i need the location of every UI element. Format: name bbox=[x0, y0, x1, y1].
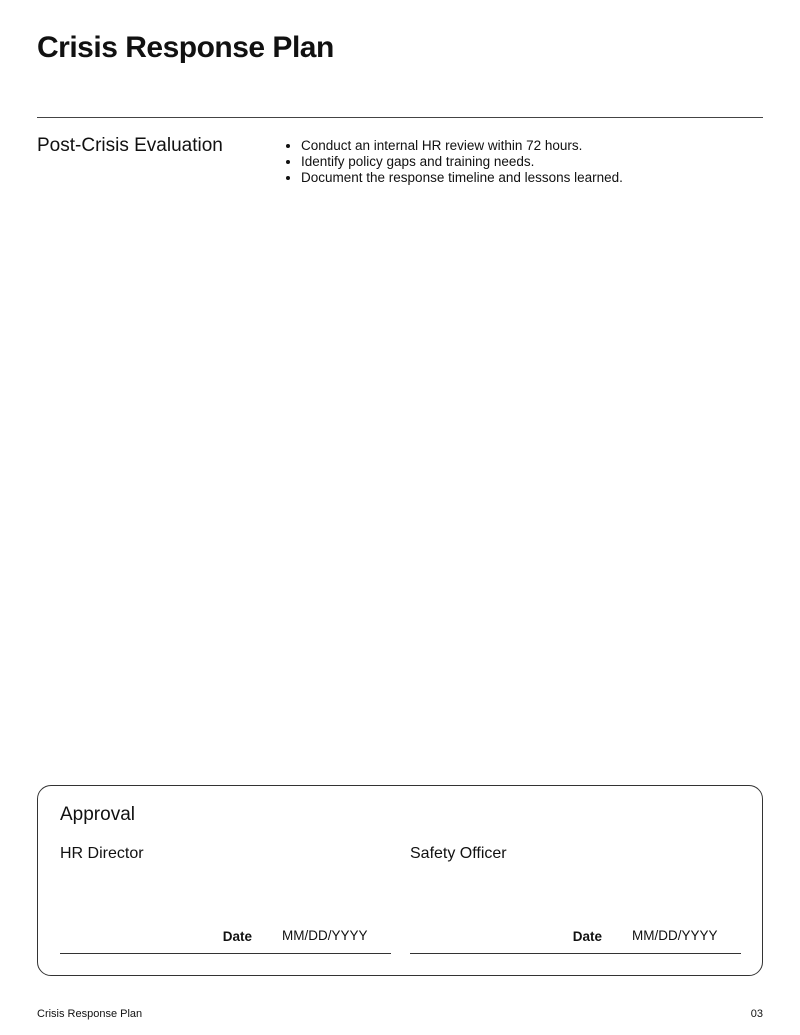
page-title: Crisis Response Plan bbox=[37, 31, 334, 64]
signature-block-hr-director bbox=[60, 844, 391, 954]
list-item: • Conduct an internal HR review within 72 hours. bbox=[301, 138, 623, 154]
list-item: • Identify policy gaps and training needs. bbox=[301, 154, 623, 170]
approval-box bbox=[37, 785, 763, 976]
page-number: 03 bbox=[750, 1008, 763, 1020]
evaluation-list bbox=[283, 138, 623, 186]
list-item: • Document the response timeline and lessons learned. bbox=[301, 170, 623, 186]
signature-line[interactable] bbox=[410, 953, 741, 954]
footer-title: Crisis Response Plan bbox=[37, 1008, 143, 1020]
date-field[interactable]: MM/DD/YYYY bbox=[282, 928, 368, 943]
date-label: Date bbox=[222, 929, 252, 944]
approval-title: Approval bbox=[60, 804, 135, 825]
date-field[interactable]: MM/DD/YYYY bbox=[632, 928, 718, 943]
signature-line[interactable] bbox=[60, 953, 391, 954]
signer-role: HR Director bbox=[60, 845, 144, 862]
section-heading: Post-Crisis Evaluation bbox=[37, 135, 223, 156]
title-divider bbox=[37, 117, 763, 118]
signature-block-safety-officer bbox=[410, 844, 741, 954]
signer-role: Safety Officer bbox=[410, 845, 507, 862]
date-label: Date bbox=[572, 929, 602, 944]
